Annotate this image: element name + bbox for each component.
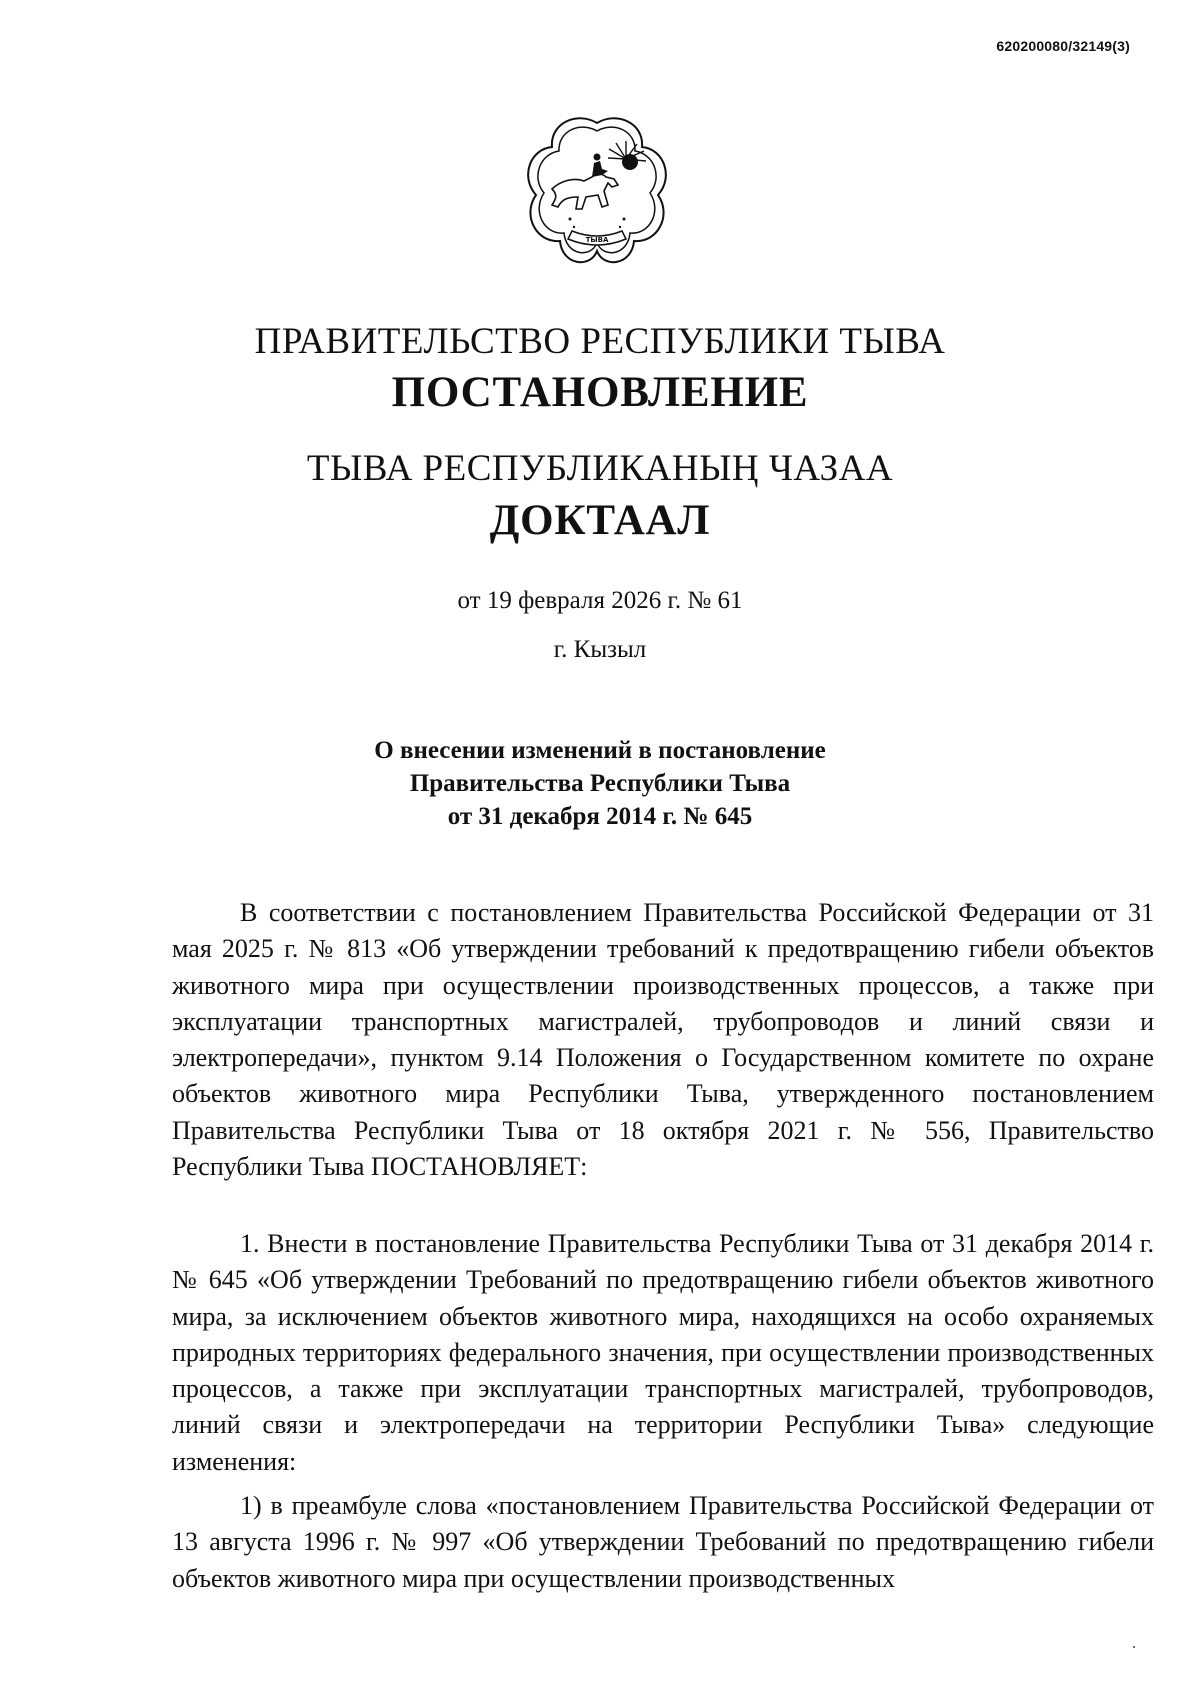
paragraph-text: 1. Внести в постановление Правительства Республики Тыва от 31 декабря 2014 г. № 645 «Об утверждении Требований по предотвращению гибели объектов животного мира, за исключением объектов животного мира, находящихся на особо охраняемых природных территориях федерального значения, при осуществлении производственных процессов, а также при эксплуатации транспортных магистралей, трубопроводов, линий связи и электропередачи на территории Республики Тыва» следующие изменения: <box>172 1229 1154 1476</box>
body-paragraph-subitem-1 <box>172 1488 1154 1597</box>
emblem-inscription: ТЫВА <box>585 236 609 244</box>
subject-line: от 31 декабря 2014 г. № 645 <box>447 803 753 830</box>
tuva-coat-of-arms-icon <box>522 115 672 265</box>
subject-line: О внесении изменений в постановление <box>374 737 826 764</box>
decree-title-ru: ПОСТАНОВЛЕНИЕ <box>391 369 809 416</box>
decree-title-tyv: ДОКТААЛ <box>489 497 711 544</box>
decree-subject <box>0 734 1200 833</box>
subject-line: Правительства Республики Тыва <box>409 770 791 797</box>
government-title-ru: ПРАВИТЕЛЬСТВО РЕСПУБЛИКИ ТЫВА <box>254 321 946 362</box>
document-registration-code: 620200080/32149(3) <box>996 38 1130 54</box>
paragraph-text: В соответствии с постановлением Правительства Российской Федерации от 31 мая 2025 г. № 813 «Об утверждении требований к предотвращению гибели объектов животного мира при осуществлении производственных процессов, а также при эксплуатации транспортных магистралей, трубопроводов и линий связи и электропередачи», пунктом 9.14 Положения о Государственном комитете по охране объектов животного мира Республики Тыва, утвержденного постановлением Правительства Республики Тыва от 18 октября 2021 г. № 556, Правительство Республики Тыва ПОСТАНОВЛЯЕТ: <box>172 898 1154 1182</box>
scan-speck <box>1133 1646 1135 1648</box>
body-paragraph-preamble <box>172 895 1154 1185</box>
government-title-tyv: ТЫВА РЕСПУБЛИКАНЫҢ ЧАЗАА <box>306 448 894 489</box>
decree-date-number: от 19 февраля 2026 г. № 61 <box>457 587 743 614</box>
body-paragraph-item-1 <box>172 1226 1154 1480</box>
decree-city: г. Кызыл <box>553 636 647 663</box>
paragraph-text: 1) в преамбуле слова «постановлением Правительства Российской Федерации от 13 августа 1996 г. № 997 «Об утверждении Требований по предотвращению гибели объектов животного мира при осуществлении производственных <box>172 1491 1154 1593</box>
